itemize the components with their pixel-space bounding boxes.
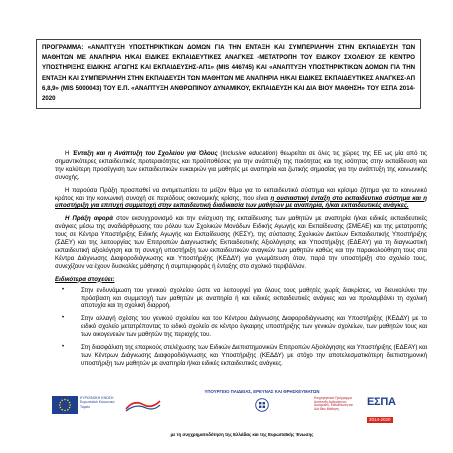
para1-paren: ( [217,150,223,157]
bullet-icon: • [62,286,65,293]
para2-emphasis: η ουσιαστική ένταξη στο εκπαιδευτικό σύστημα και η υποστήριξη για επιτυχή συμμετοχή στην εκπαιδευτική διαδικασία των μαθητών με αναπηρία, ή/και εκπαιδευτικές ανάγκες. [55,194,427,210]
para3-rest: στον εκσυγχρονισμό και την ενίσχυση της εκπαίδευσης των μαθητών με αναπηρία ή/και ειδικές εκπαιδευτικές ανάγκες μέσω της αναδιάρθρωσης του ρόλου των Σχολικών Μονάδων Ειδικής Αγωγής και Εκπαίδευσης (ΣΜΕΑΕ) και της μετατροπής τους σε Κέντρα Υποστήριξης Ειδικής Αγωγής και Εκπαίδευσης (ΚΕΣΥ), της σύστασης Σχολικών Δικτύων Εκπαιδευτικής Υποστήριξης (ΣΔΕΥ) και της λειτουργίας των Επιτροπών Διαγνωστικής Εκπαιδευτικής Αξιολόγησης και Υποστήριξης (ΕΔΕΑΥ) για τη διαγνωστική εκπαιδευτική αξιολόγηση και τη συνεχή υποστήριξη των εκπαιδευτικών αναγκών των μαθητών καθώς και την παρακολούθηση τους στα Κέντρα Διάγνωσης Διαφοροδιάγνωσης και Υποστήριξης (ΚΕΔΔΥ) για γνωμάτευση όταν, παρά την υποστήριξη στο σχολείο τους, συνεχίζουν να έχουν δυσκολίες μάθησης ή συμπεριφοράς ή ένταξης στο σχολικό περιβάλλον. [55,215,427,270]
list-item [55,344,427,368]
paragraph-action [55,187,427,211]
para1-lead: Η [65,150,73,157]
para2-start: Η παρούσα Πράξη προσπαθεί να αντιμετωπίσει το μείζον θέμα για το εκπαιδευτικό σύστημα και κρίσιμο ζήτημα για το κοινωνικό κράτος και την κοινωνική συνοχή σε περιόδους οικονομικής κρίσης, που είναι [55,186,427,202]
eu-flag-logo [52,396,78,414]
epanek-logo [124,397,162,413]
operational-program-logo [314,397,358,411]
ministry-name: ΥΠΟΥΡΓΕΙΟ ΠΑΙΔΕΙΑΣ, ΕΡΕΥΝΑΣ ΚΑΙ ΘΡΗΣΚΕΥΜΑΤΩΝ [204,389,320,394]
para1-term: Inclusive education [222,150,276,157]
espa-logo [367,396,409,422]
para1-rest: ) θεωρείται σε όλες τις χώρες της ΕΕ ως μία από τις σημαντικότερες εκπαιδευτικές προτεραιότητες και προϋποθέσεις για την ανάπτυξη της ποιότητας και της ισότητας στην εκπαίδευση και την καλύτερη προσέγγιση των εκπαιδευτικών ευκαιριών για μαθητές με αναπηρία και ζωτικής σημασίας για την ανάπτυξη της κοινωνικής συνοχής. [55,150,427,181]
list-item [55,287,427,311]
bullet-icon: • [62,344,65,351]
goals-title: Ειδικότερα στοχεύει: [55,275,115,283]
espa-years: 2014-2020 [369,417,391,422]
eu-stars-icon [52,396,78,414]
para3-lead: Η Πράξη αφορά [65,215,114,223]
paragraph-scope [55,215,427,270]
epanek-icon [124,397,162,413]
bullet-icon: • [62,315,65,322]
ministry-logo [202,388,322,412]
eu-logo-text: ΕΥΡΩΠΑΪΚΗ ΕΝΩΣΗ Ευρωπαϊκό Κοινωνικό Ταμείο [80,396,115,409]
goal-text: Στην ενδυνάμωση του γενικού σχολείου ώστε να λειτουργεί για όλους τους μαθητές χωρίς διακρίσεις, να διευκολύνει την πρόσβαση και συμμετοχή των μαθητών με αναπηρία ή και ειδικές εκπαιδευτικές ανάγκες και να προλαμβάνει τη σχολική αποτυχία και τη σχολική διαρροή. [81,286,427,310]
greek-emblem-icon [255,398,269,412]
list-item [55,315,427,339]
goal-text: Στη διασφάλιση της επαρκούς στελέχωσης των Ειδικών Διεπιστημονικών Επιτροπών Αξιολόγησης και Υποστήριξης (ΕΔΕΑΥ) και των Κέντρων Διάγνωσης Διαφοροδιάγνωσης και Υποστήριξης (ΚΕΔΔΥ) με στόχο την αποτελεσματικότερη διεπιστημονική υποστήριξη των μαθητών με αναπηρία ή/και ειδικές εκπαιδευτικές ανάγκες. [81,344,427,367]
goal-text: Στην αλλαγή σχέσης του γενικού σχολείου και του Κέντρου Διάγνωσης Διαφοροδιάγνωσης και Υποστήριξης (ΚΕΔΔΥ) με το ειδικό σχολείο μετατρέποντας το ειδικό σχολείο σε κέντρο έγκαιρης υποστήριξης των γενικών σχολείων, των μαθητών τους και των οικογενειών των μαθητών της περιοχής του. [81,315,427,339]
espa-word: ΕΣΠΑ [367,396,396,408]
document-body [55,150,427,373]
paragraph-intro [55,150,427,182]
program-header-box [36,39,421,109]
operational-program-text: Επιχειρησιακό Πρόγραμμα Ανάπτυξη Ανθρώπινου Δυναμικού, Εκπαίδευση και Διά Βίου Μάθηση [314,396,353,411]
funding-footer [52,388,412,440]
goals-list [55,287,427,368]
para1-title: Ένταξη και η Ανάπτυξη του Σχολείου για Όλους [72,150,218,157]
cofunding-text: με τη συγχρηματοδότηση της Ελλάδας και της Ευρωπαϊκής Ένωσης [170,432,314,437]
program-header-text: ΠΡΟΓΡΑΜΜΑ: «ΑΝΑΠΤΥΞΗ ΥΠΟΣΤΗΡΙΚΤΙΚΩΝ ΔΟΜΩΝ ΓΙΑ ΤΗΝ ΕΝΤΑΞΗ ΚΑΙ ΣΥΜΠΕΡΙΛΗΨΗ ΣΤΗΝ ΕΚΠΑΙΔΕΥΣΗ ΤΩΝ ΜΑΘΗΤΩΝ ΜΕ ΑΝΑΠΗΡΙΑ Η/ΚΑΙ ΕΙΔΙΚΕΣ ΕΚΠΑΙΔΕΥΤΙΚΕΣ ΑΝΑΓΚΕΣ -ΜΕΤΑΤΡΟΠΗ ΤΟΥ ΕΙΔΙΚΟΥ ΣΧΟΛΕΙΟΥ ΣΕ ΚΕΝΤΡΟ ΥΠΟΣΤΗΡΙΞΗΣ ΕΙΔΙΚΗΣ ΑΓΩΓΗΣ ΚΑΙ ΕΚΠΑΙΔΕΥΣΗΣ-ΑΠ1» (MIS 446745) ΚΑΙ «ΑΝΑΠΤΥΞΗ ΥΠΟΣΤΗΡΙΚΤΙΚΩΝ ΔΟΜΩΝ ΓΙΑ ΤΗΝ ΕΝΤΑΞΗ ΚΑΙ ΣΥΜΠΕΡΙΛΗΨΗ ΣΤΗΝ ΕΚΠΑΙΔΕΥΣΗ ΤΩΝ ΜΑΘΗΤΩΝ ΜΕ ΑΝΑΠΗΡΙΑ Η/ΚΑΙ ΕΙΔΙΚΕΣ ΕΚΠΑΙΔΕΥΤΙΚΕΣ ΑΝΑΓΚΕΣ-ΑΠ 6,8,9» (MIS 5000043) ΤΟΥ Ε.Π. «ΑΝΑΠΤΥΞΗ ΑΝΘΡΩΠΙΝΟΥ ΔΥΝΑΜΙΚΟΥ, ΕΚΠΑΙΔΕΥΣΗ ΚΑΙ ΔΙΑ ΒΙΟΥ ΜΑΘΗΣΗ» ΤΟΥ ΕΣΠΑ 2014-2020 [42,44,415,103]
